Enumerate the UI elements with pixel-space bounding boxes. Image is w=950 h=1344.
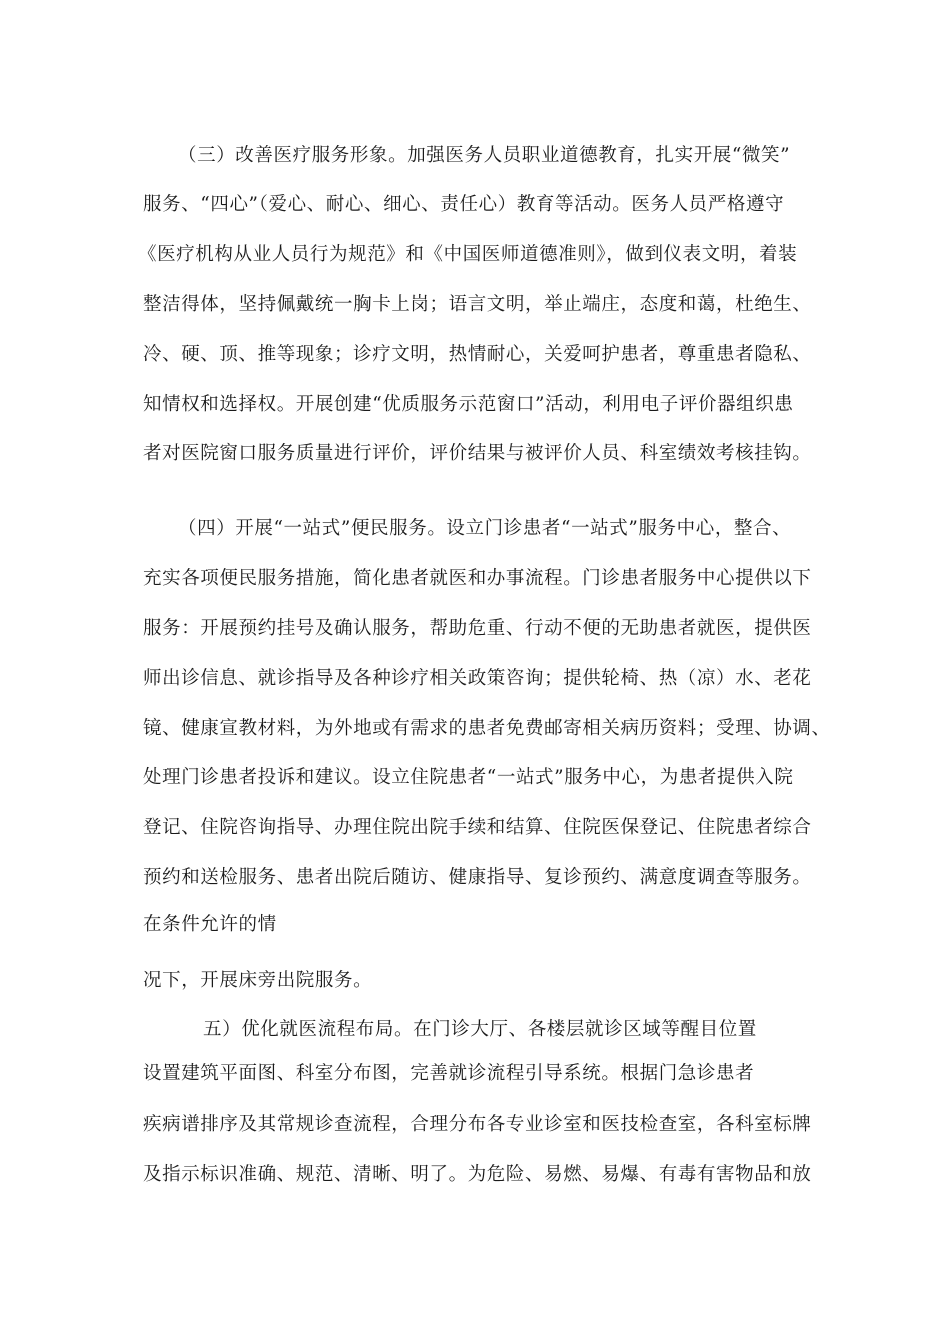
text-line: 冷、硬、顶、推等现象；诊疗文明，热情耐心，关爱呵护患者，尊重患者隐私、 xyxy=(143,344,812,365)
text-line: 服务、“四心”（爱心、耐心、细心、责任心）教育等活动。医务人员严格遵守 xyxy=(143,194,785,215)
text-line: 《医疗机构从业人员行为规范》和《中国医师道德准则》，做到仪表文明，着装 xyxy=(138,244,798,265)
text-line: 五）优化就医流程布局。在门诊大厅、各楼层就诊区域等醒目位置 xyxy=(203,1019,757,1040)
text-line: 预约和送检服务、患者出院后随访、健康指导、复诊预约、满意度调查等服务。 xyxy=(143,867,812,888)
text-line: 整洁得体，坚持佩戴统一胸卡上岗；语言文明，举止端庄，态度和蔼，杜绝生、 xyxy=(143,294,812,315)
text-line: 况下，开展床旁出院服务。 xyxy=(143,970,373,991)
text-line: 者对医院窗口服务质量进行评价，评价结果与被评价人员、科室绩效考核挂钩。 xyxy=(143,443,812,464)
text-line: 充实各项便民服务措施，简化患者就医和办事流程。门诊患者服务中心提供以下 xyxy=(143,568,812,589)
text-line: 登记、住院咨询指导、办理住院出院手续和结算、住院医保登记、住院患者综合 xyxy=(143,817,812,838)
text-line: 服务：开展预约挂号及确认服务，帮助危重、行动不便的无助患者就医，提供医 xyxy=(143,618,812,639)
text-line: 知情权和选择权。开展创建“优质服务示范窗口”活动，利用电子评价器组织患 xyxy=(143,394,794,415)
text-line: 设置建筑平面图、科室分布图，完善就诊流程引导系统。根据门急诊患者 xyxy=(143,1063,755,1084)
text-line: （三）改善医疗服务形象。加强医务人员职业道德教育，扎实开展“微笑” xyxy=(178,145,791,166)
text-line: 镜、健康宣教材料，为外地或有需求的患者免费邮寄相关病历资料；受理、协调、 xyxy=(143,718,831,739)
text-line: 在条件允许的情 xyxy=(143,914,277,935)
text-line: （四）开展“一站式”便民服务。设立门诊患者“一站式”服务中心，整合、 xyxy=(178,518,792,539)
text-line: 疾病谱排序及其常规诊查流程，合理分布各专业诊室和医技检查室，各科室标牌 xyxy=(143,1114,812,1135)
text-line: 处理门诊患者投诉和建议。设立住院患者“一站式”服务中心，为患者提供入院 xyxy=(143,767,794,788)
text-line: 师出诊信息、就诊指导及各种诊疗相关政策咨询；提供轮椅、热（凉）水、老花 xyxy=(143,668,812,689)
text-line: 及指示标识准确、规范、清晰、明了。为危险、易燃、易爆、有毒有害物品和放 xyxy=(143,1164,812,1185)
